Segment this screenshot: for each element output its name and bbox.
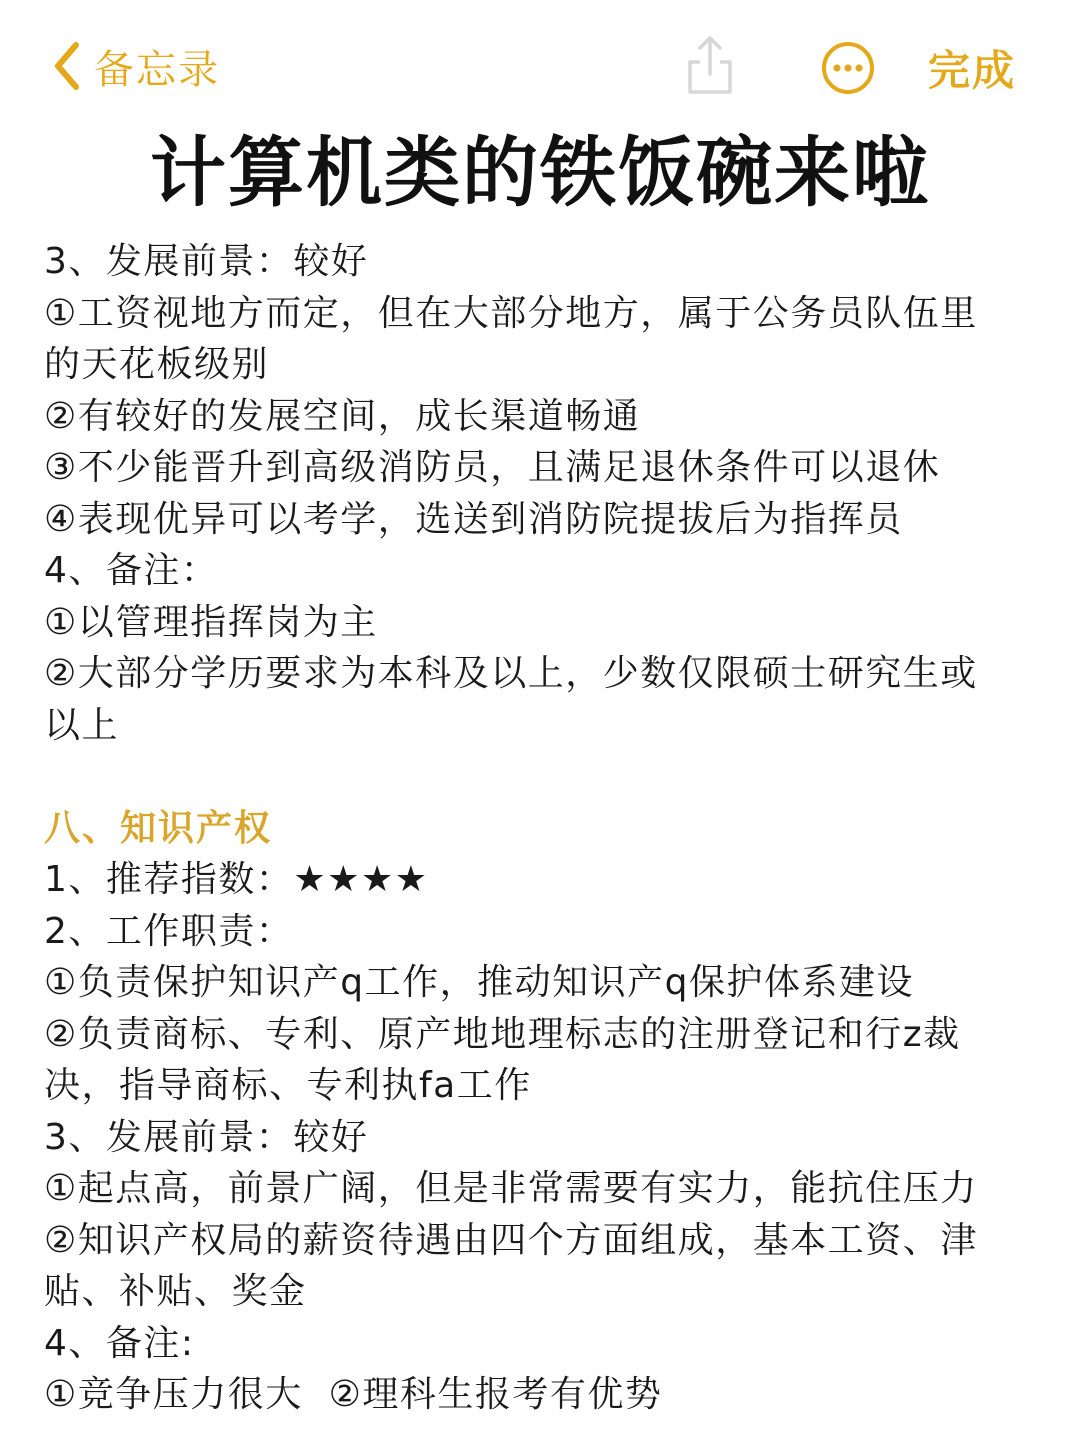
list-item: ②大部分学历要求为本科及以上，少数仅限硕士研究生或 [44, 653, 978, 694]
rating-label: 1、推荐指数：★★★★ [44, 859, 429, 900]
list-item: 决，指导商标、专利执fa工作 [44, 1065, 532, 1106]
list-item: ①起点高，前景广阔，但是非常需要有实力，能抗住压力 [44, 1168, 978, 1209]
chevron-left-icon [52, 41, 82, 91]
prospects-label: 3、发展前景：较好 [44, 1116, 369, 1158]
note-body[interactable] [44, 236, 1034, 1421]
note-title: 计算机类的铁饭碗来啦 [150, 128, 930, 217]
list-item: ②知识产权局的薪资待遇由四个方面组成，基本工资、津 [44, 1219, 978, 1261]
list-item: ①负责保护知识产q工作，推动知识产q保护体系建设 [44, 962, 914, 1003]
navigation-bar [0, 0, 1080, 120]
list-item: ①竞争压力很大 ②理科生报考有优势 [44, 1374, 663, 1415]
blank-line [44, 751, 1034, 803]
list-item: 的天花板级别 [44, 344, 270, 385]
list-item: ③不少能晋升到高级消防员，且满足退休条件可以退休 [44, 447, 941, 488]
list-item: ①以管理指挥岗为主 [44, 601, 378, 643]
back-label: 备忘录 [94, 46, 220, 93]
more-icon [820, 40, 876, 96]
back-button[interactable] [52, 36, 220, 96]
list-item: 贴、补贴、奖金 [44, 1271, 307, 1312]
share-button[interactable] [684, 32, 736, 96]
list-item: 以上 [44, 704, 120, 746]
duties-label: 2、工作职责： [44, 910, 294, 952]
done-button[interactable]: 完成 [928, 46, 1017, 95]
share-icon [684, 32, 736, 96]
list-item: ④表现优异可以考学，选送到消防院提拔后为指挥员 [44, 498, 903, 540]
list-item: ②有较好的发展空间，成长渠道畅通 [44, 395, 641, 437]
more-button[interactable] [820, 40, 876, 96]
section-heading: 八、知识产权 [44, 807, 273, 849]
notes-label: 4、备注： [44, 550, 219, 591]
list-item: ①工资视地方而定，但在大部分地方，属于公务员队伍里 [44, 292, 978, 334]
prospects-label: 3、发展前景：较好 [44, 241, 369, 282]
notes-label: 4、备注: [44, 1322, 195, 1364]
list-item: ②负责商标、专利、原产地地理标志的注册登记和行z裁 [44, 1013, 961, 1055]
